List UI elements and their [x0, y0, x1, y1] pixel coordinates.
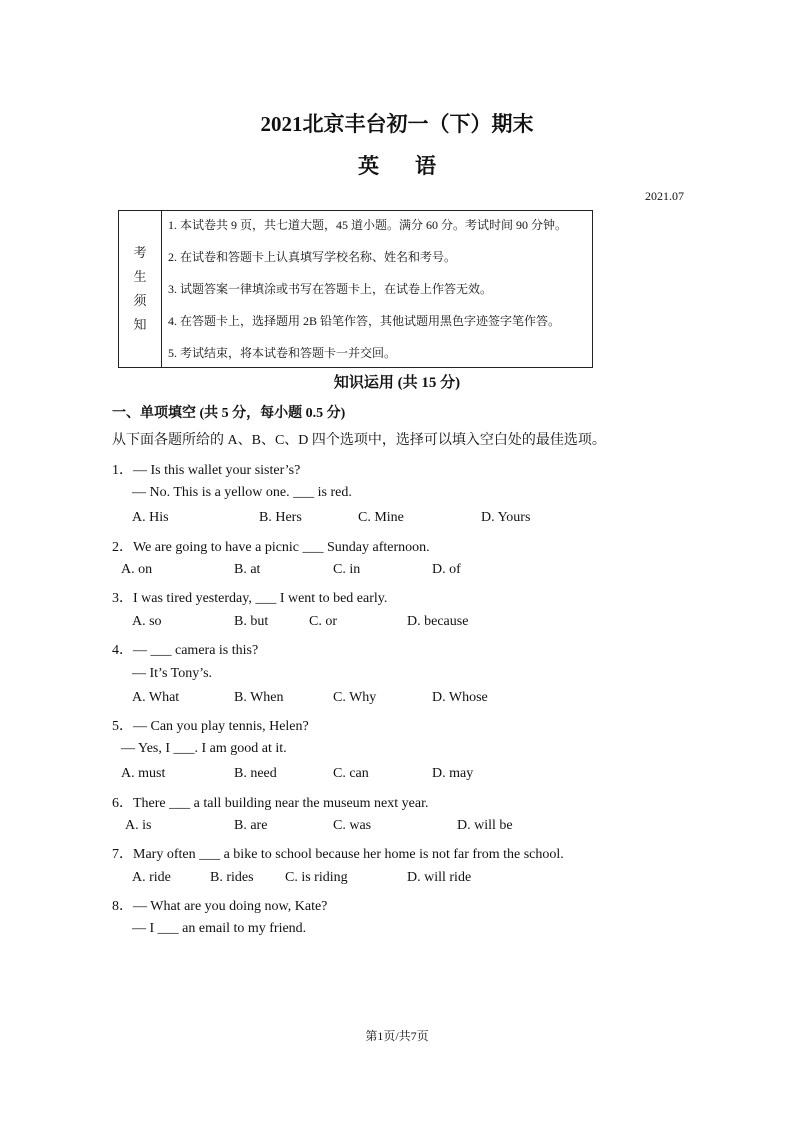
notice-item: 1. 本试卷共 9 页，共七道大题，45 道小题。满分 60 分。考试时间 90 分钟。 [168, 218, 568, 232]
option: D. Yours [481, 510, 531, 525]
option: B. Hers [259, 510, 302, 525]
notice-items [162, 211, 592, 367]
option: D. may [432, 766, 474, 781]
page-title: 2021北京丰台初一（下）期末 [260, 112, 534, 136]
section-title: 知识运用 (共 15 分) [333, 375, 461, 391]
question-stem: 4．— ___ camera is this? [112, 643, 259, 658]
question-stem: — Yes, I ___. I am good at it. [121, 741, 287, 756]
exam-notice-box [118, 210, 593, 368]
question-stem: 1．— Is this wallet your sister’s? [112, 463, 301, 478]
question-stem: 7．Mary often ___ a bike to school because her home is not far from the school. [112, 847, 564, 862]
notice-item: 3. 试题答案一律填涂或书写在答题卡上，在试卷上作答无效。 [168, 282, 493, 296]
question-stem: 8．— What are you doing now, Kate? [112, 899, 328, 914]
option: D. of [432, 562, 461, 577]
question-stem: — I ___ an email to my friend. [132, 921, 307, 936]
option: A. ride [132, 870, 171, 885]
option: A. is [125, 818, 152, 833]
page-number: 第1页/共7页 [365, 1029, 429, 1043]
option: D. because [407, 614, 469, 629]
option: C. can [333, 766, 369, 781]
question-stem: — No. This is a yellow one. ___ is red. [132, 485, 352, 500]
notice-item: 5. 考试结束，将本试卷和答题卡一并交回。 [168, 346, 397, 360]
notice-label-char: 知 [133, 317, 147, 332]
option: B. are [234, 818, 268, 833]
notice-label-char: 须 [133, 293, 147, 308]
option: B. at [234, 562, 261, 577]
notice-item: 2. 在试卷和答题卡上认真填写学校名称、姓名和考号。 [168, 250, 457, 264]
option: A. must [121, 766, 166, 781]
option: C. or [309, 614, 337, 629]
notice-label [119, 211, 162, 367]
option: D. Whose [432, 690, 488, 705]
option: A. so [132, 614, 162, 629]
option: C. in [333, 562, 361, 577]
option: A. on [121, 562, 153, 577]
option: C. Why [333, 690, 377, 705]
option: B. rides [210, 870, 254, 885]
option: C. is riding [285, 870, 348, 885]
option: B. When [234, 690, 284, 705]
option: D. will ride [407, 870, 472, 885]
option: A. What [132, 690, 180, 705]
notice-label-char: 生 [133, 269, 147, 284]
option: B. need [234, 766, 277, 781]
option: D. will be [457, 818, 513, 833]
question-stem: — It’s Tony’s. [132, 666, 213, 681]
question-stem: 5．— Can you play tennis, Helen? [112, 719, 309, 734]
option: B. but [234, 614, 269, 629]
exam-date: 2021.07 [645, 189, 684, 203]
part-title: 一、单项填空 (共 5 分，每小题 0.5 分) [112, 406, 346, 421]
subject-title: 英语 [358, 154, 472, 178]
question-stem: 2．We are going to have a picnic ___ Sunday afternoon. [112, 540, 430, 555]
question-stem: 6．There ___ a tall building near the museum next year. [112, 796, 429, 811]
option: A. His [132, 510, 169, 525]
option: C. was [333, 818, 372, 833]
notice-item: 4. 在答题卡上，选择题用 2B 铅笔作答，其他试题用黑色字迹签字笔作答。 [168, 314, 561, 328]
part-instruction: 从下面各题所给的 A、B、C、D 四个选项中，选择可以填入空白处的最佳选项。 [112, 433, 606, 448]
notice-label-char: 考 [133, 245, 147, 260]
question-stem: 3．I was tired yesterday, ___ I went to bed early. [112, 591, 388, 606]
option: C. Mine [358, 510, 404, 525]
